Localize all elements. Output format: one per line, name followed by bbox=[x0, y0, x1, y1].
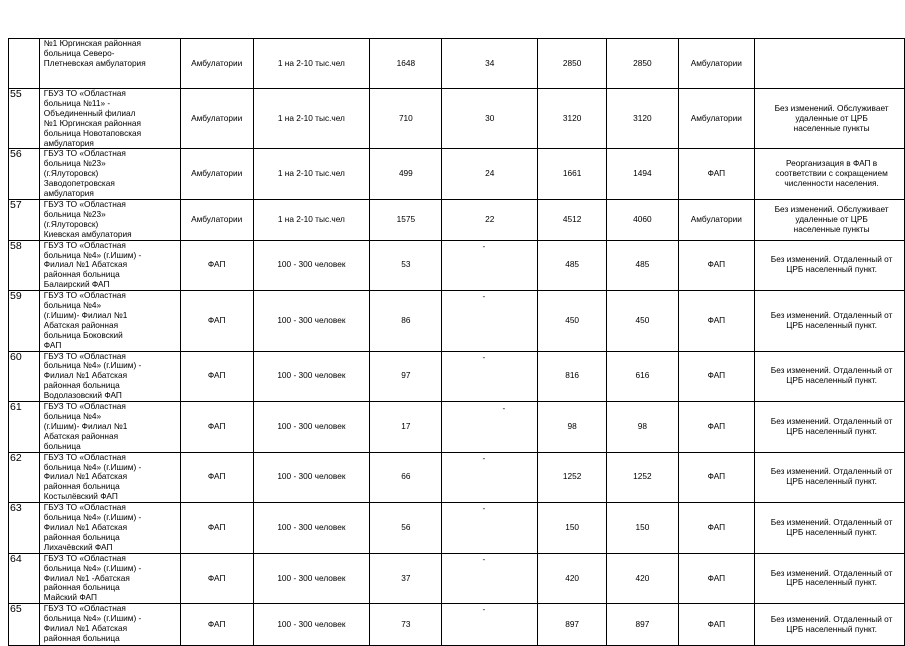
beds-count: 34 bbox=[442, 39, 538, 89]
population-norm: 100 - 300 человек bbox=[253, 553, 370, 604]
comment-note: Без изменений. Отдаленный от ЦРБ населенный пункт. bbox=[755, 604, 905, 646]
facility-result: ФАП bbox=[678, 503, 755, 554]
institution-name: ГБУЗ ТО «Областная больница №4» (г.Ишим)- Филиал №1 Абатская районная больница Боковский ФАП bbox=[39, 291, 180, 351]
comment-note: Без изменений. Обслуживает удаленные от ЦРБ населенные пункты bbox=[755, 199, 905, 240]
facility-result: Амбулатории bbox=[678, 199, 755, 240]
population-norm: 100 - 300 человек bbox=[253, 291, 370, 351]
population-norm: 100 - 300 человек bbox=[253, 240, 370, 291]
beds-dash: - bbox=[502, 403, 506, 414]
population-count: 710 bbox=[370, 89, 442, 149]
population-norm: 1 на 2-10 тыс.чел bbox=[253, 199, 370, 240]
beds-dash: - bbox=[482, 604, 486, 615]
row-number: 65 bbox=[9, 604, 40, 646]
population-norm: 100 - 300 человек bbox=[253, 402, 370, 453]
beds-dash: - bbox=[482, 291, 486, 302]
institution-name: ГБУЗ ТО «Областная больница №4» (г.Ишим) - Филиал №1 Абатская районная больница Балаирский ФАП bbox=[39, 240, 180, 291]
table-row bbox=[9, 89, 905, 149]
population-count: 1648 bbox=[370, 39, 442, 89]
value-planned: 3120 bbox=[607, 89, 678, 149]
row-number: 64 bbox=[9, 553, 40, 604]
institution-name: ГБУЗ ТО «Областная больница №4» (г.Ишим) - Филиал №1 Абатская районная больница Лихачёвский ФАП bbox=[39, 503, 180, 554]
value-current: 816 bbox=[537, 351, 606, 402]
comment-note bbox=[755, 39, 905, 89]
population-count: 86 bbox=[370, 291, 442, 351]
row-number: 61 bbox=[9, 402, 40, 453]
table-body bbox=[9, 39, 905, 646]
value-current: 2850 bbox=[537, 39, 606, 89]
row-number: 58 bbox=[9, 240, 40, 291]
facility-result: ФАП bbox=[678, 351, 755, 402]
population-count: 37 bbox=[370, 553, 442, 604]
comment-note: Без изменений. Отдаленный от ЦРБ населенный пункт. bbox=[755, 452, 905, 503]
value-planned: 150 bbox=[607, 503, 678, 554]
beds-dash: - bbox=[482, 503, 486, 514]
beds-count: 24 bbox=[442, 149, 538, 200]
value-current: 98 bbox=[537, 402, 606, 453]
comment-note: Без изменений. Отдаленный от ЦРБ населенный пункт. bbox=[755, 503, 905, 554]
beds-count bbox=[442, 553, 538, 604]
population-norm: 100 - 300 человек bbox=[253, 604, 370, 646]
value-current: 4512 bbox=[537, 199, 606, 240]
row-number: 56 bbox=[9, 149, 40, 200]
facility-result: ФАП bbox=[678, 402, 755, 453]
comment-note: Реорганизация в ФАП в соответствии с сокращением численности населения. bbox=[755, 149, 905, 200]
facility-result: ФАП bbox=[678, 240, 755, 291]
beds-count bbox=[442, 604, 538, 646]
facility-type: ФАП bbox=[180, 553, 253, 604]
row-number: 55 bbox=[9, 89, 40, 149]
population-count: 17 bbox=[370, 402, 442, 453]
table-row bbox=[9, 604, 905, 646]
value-planned: 4060 bbox=[607, 199, 678, 240]
institution-name: ГБУЗ ТО «Областная больница №23» (г.Ялуторовск) Заводопетровская амбулатория bbox=[39, 149, 180, 200]
comment-note: Без изменений. Отдаленный от ЦРБ населенный пункт. bbox=[755, 351, 905, 402]
table-row bbox=[9, 452, 905, 503]
value-planned: 420 bbox=[607, 553, 678, 604]
value-current: 420 bbox=[537, 553, 606, 604]
facility-result: ФАП bbox=[678, 553, 755, 604]
beds-dash: - bbox=[482, 240, 486, 251]
table-row bbox=[9, 402, 905, 453]
value-planned: 450 bbox=[607, 291, 678, 351]
population-norm: 1 на 2-10 тыс.чел bbox=[253, 39, 370, 89]
beds-count bbox=[442, 452, 538, 503]
value-planned: 1252 bbox=[607, 452, 678, 503]
facility-result: ФАП bbox=[678, 291, 755, 351]
institution-name: ГБУЗ ТО «Областная больница №4» (г.Ишим) - Филиал №1 Абатская районная больница Костылёвский ФАП bbox=[39, 452, 180, 503]
population-count: 97 bbox=[370, 351, 442, 402]
facility-type: Амбулатории bbox=[180, 149, 253, 200]
row-number: 57 bbox=[9, 199, 40, 240]
facility-type: ФАП bbox=[180, 240, 253, 291]
beds-count bbox=[442, 503, 538, 554]
facility-type: ФАП bbox=[180, 402, 253, 453]
table-row bbox=[9, 199, 905, 240]
population-count: 499 bbox=[370, 149, 442, 200]
table-row bbox=[9, 39, 905, 89]
beds-dash: - bbox=[482, 351, 486, 362]
table-row bbox=[9, 351, 905, 402]
facility-result: ФАП bbox=[678, 604, 755, 646]
population-norm: 100 - 300 человек bbox=[253, 503, 370, 554]
facility-type: Амбулатории bbox=[180, 199, 253, 240]
comment-note: Без изменений. Отдаленный от ЦРБ населенный пункт. bbox=[755, 553, 905, 604]
facility-type: ФАП bbox=[180, 452, 253, 503]
value-current: 485 bbox=[537, 240, 606, 291]
institution-name: №1 Юргинская районная больница Северо- Плетневская амбулатория bbox=[39, 39, 180, 89]
institution-name: ГБУЗ ТО «Областная больница №23» (г.Ялуторовск) Киевская амбулатория bbox=[39, 199, 180, 240]
data-table bbox=[8, 38, 905, 646]
row-number: 59 bbox=[9, 291, 40, 351]
facility-type: ФАП bbox=[180, 604, 253, 646]
value-current: 3120 bbox=[537, 89, 606, 149]
table-row bbox=[9, 553, 905, 604]
population-count: 66 bbox=[370, 452, 442, 503]
value-planned: 485 bbox=[607, 240, 678, 291]
table-row bbox=[9, 291, 905, 351]
beds-dash: - bbox=[482, 553, 486, 564]
row-number: 60 bbox=[9, 351, 40, 402]
value-planned: 616 bbox=[607, 351, 678, 402]
institution-name: ГБУЗ ТО «Областная больница №4» (г.Ишим) - Филиал №1 Абатская районная больница bbox=[39, 604, 180, 646]
facility-type: Амбулатории bbox=[180, 39, 253, 89]
value-current: 897 bbox=[537, 604, 606, 646]
value-planned: 2850 bbox=[607, 39, 678, 89]
value-current: 150 bbox=[537, 503, 606, 554]
beds-count: 22 bbox=[442, 199, 538, 240]
facility-type: ФАП bbox=[180, 291, 253, 351]
facility-result: Амбулатории bbox=[678, 89, 755, 149]
comment-note: Без изменений. Отдаленный от ЦРБ населенный пункт. bbox=[755, 240, 905, 291]
population-count: 1575 bbox=[370, 199, 442, 240]
table-row bbox=[9, 149, 905, 200]
population-count: 56 bbox=[370, 503, 442, 554]
value-planned: 897 bbox=[607, 604, 678, 646]
institution-name: ГБУЗ ТО «Областная больница №4» (г.Ишим) - Филиал №1 -Абатская районная больница Майский ФАП bbox=[39, 553, 180, 604]
facility-type: Амбулатории bbox=[180, 89, 253, 149]
beds-count: 30 bbox=[442, 89, 538, 149]
institution-name: ГБУЗ ТО «Областная больница №4» (г.Ишим) - Филиал №1 Абатская районная больница Водолазовский ФАП bbox=[39, 351, 180, 402]
comment-note: Без изменений. Отдаленный от ЦРБ населенный пункт. bbox=[755, 402, 905, 453]
facility-type: ФАП bbox=[180, 351, 253, 402]
table-row bbox=[9, 503, 905, 554]
beds-count bbox=[442, 351, 538, 402]
beds-dash: - bbox=[482, 452, 486, 463]
beds-count bbox=[442, 291, 538, 351]
facility-result: ФАП bbox=[678, 149, 755, 200]
population-norm: 1 на 2-10 тыс.чел bbox=[253, 89, 370, 149]
population-count: 53 bbox=[370, 240, 442, 291]
facility-result: Амбулатории bbox=[678, 39, 755, 89]
row-number: 62 bbox=[9, 452, 40, 503]
population-norm: 100 - 300 человек bbox=[253, 452, 370, 503]
population-norm: 1 на 2-10 тыс.чел bbox=[253, 149, 370, 200]
value-current: 450 bbox=[537, 291, 606, 351]
row-number bbox=[9, 39, 40, 89]
table-row bbox=[9, 240, 905, 291]
value-current: 1252 bbox=[537, 452, 606, 503]
population-norm: 100 - 300 человек bbox=[253, 351, 370, 402]
value-planned: 1494 bbox=[607, 149, 678, 200]
beds-count bbox=[442, 402, 538, 453]
institution-name: ГБУЗ ТО «Областная больница №11» - Объединенный филиал №1 Юргинская районная больница Новотаповская амбулатория bbox=[39, 89, 180, 149]
value-planned: 98 bbox=[607, 402, 678, 453]
facility-type: ФАП bbox=[180, 503, 253, 554]
institution-name: ГБУЗ ТО «Областная больница №4» (г.Ишим)- Филиал №1 Абатская районная больница bbox=[39, 402, 180, 453]
facility-result: ФАП bbox=[678, 452, 755, 503]
row-number: 63 bbox=[9, 503, 40, 554]
comment-note: Без изменений. Обслуживает удаленные от ЦРБ населенные пункты bbox=[755, 89, 905, 149]
value-current: 1661 bbox=[537, 149, 606, 200]
population-count: 73 bbox=[370, 604, 442, 646]
beds-count bbox=[442, 240, 538, 291]
comment-note: Без изменений. Отдаленный от ЦРБ населенный пункт. bbox=[755, 291, 905, 351]
